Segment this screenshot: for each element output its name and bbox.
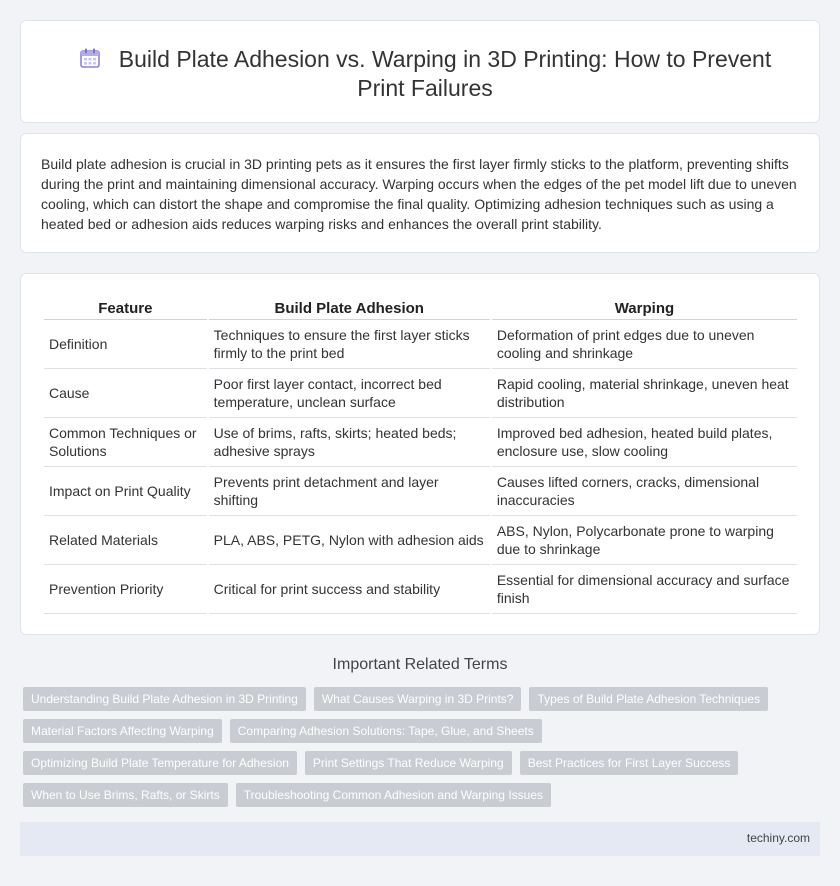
row-adhesion: PLA, ABS, PETG, Nylon with adhesion aids [209,516,490,565]
row-warping: Causes lifted corners, cracks, dimensional inaccuracies [492,467,797,516]
related-terms-heading: Important Related Terms [332,656,508,673]
header-warping: Warping [492,296,797,320]
tag-row [23,687,823,711]
related-terms [23,687,823,815]
page-title-wrap [61,45,789,103]
table-header-row [44,296,797,320]
related-term-tag[interactable]: Print Settings That Reduce Warping [305,751,512,775]
header-build-plate-adhesion: Build Plate Adhesion [209,296,490,320]
related-term-tag[interactable]: Understanding Build Plate Adhesion in 3D Printing [23,687,306,711]
row-warping: ABS, Nylon, Polycarbonate prone to warping due to shrinkage [492,516,797,565]
tag-row [23,719,823,743]
row-adhesion: Use of brims, rafts, skirts; heated beds; adhesive sprays [209,418,490,467]
table-row [44,516,797,565]
comparison-card [20,273,820,635]
row-warping: Rapid cooling, material shrinkage, uneven heat distribution [492,369,797,418]
row-feature: Cause [44,369,207,418]
related-term-tag[interactable]: What Causes Warping in 3D Prints? [314,687,522,711]
row-warping: Deformation of print edges due to uneven cooling and shrinkage [492,320,797,369]
row-feature: Related Materials [44,516,207,565]
related-term-tag[interactable]: Best Practices for First Layer Success [520,751,739,775]
table-row [44,467,797,516]
related-term-tag[interactable]: Troubleshooting Common Adhesion and Warping Issues [236,783,551,807]
tag-row [23,751,823,775]
row-warping: Improved bed adhesion, heated build plates, enclosure use, slow cooling [492,418,797,467]
row-adhesion: Techniques to ensure the first layer sticks firmly to the print bed [209,320,490,369]
row-feature: Prevention Priority [44,565,207,614]
table-row [44,320,797,369]
row-feature: Impact on Print Quality [44,467,207,516]
related-term-tag[interactable]: Comparing Adhesion Solutions: Tape, Glue, and Sheets [230,719,542,743]
calendar-icon [79,47,101,69]
row-adhesion: Prevents print detachment and layer shifting [209,467,490,516]
header-feature: Feature [44,296,207,320]
related-term-tag[interactable]: When to Use Brims, Rafts, or Skirts [23,783,228,807]
table-row [44,418,797,467]
intro-card [20,133,820,253]
row-feature: Definition [44,320,207,369]
row-feature: Common Techniques or Solutions [44,418,207,467]
table-row [44,369,797,418]
row-adhesion: Critical for print success and stability [209,565,490,614]
intro-paragraph: Build plate adhesion is crucial in 3D printing pets as it ensures the first layer firmly sticks to the platform, preventing shifts during the print and maintaining dimensional accuracy. Warping occurs when the edges of the pet model lift due to uneven cooling, which can distort the shape and compromise the final quality. Optimizing adhesion techniques such as using a heated bed or adhesion aids reduces warping risks and enhances the overall print stability. [41,156,797,232]
row-adhesion: Poor first layer contact, incorrect bed temperature, unclean surface [209,369,490,418]
title-card [20,20,820,123]
comparison-table [42,296,799,614]
table-row [44,565,797,614]
footer [20,822,820,856]
page-title: Build Plate Adhesion vs. Warping in 3D Printing: How to Prevent Print Failures [118,46,772,101]
footer-site: techiny.com [746,831,810,845]
related-term-tag[interactable]: Types of Build Plate Adhesion Techniques [529,687,768,711]
row-warping: Essential for dimensional accuracy and surface finish [492,565,797,614]
related-term-tag[interactable]: Optimizing Build Plate Temperature for Adhesion [23,751,297,775]
tag-row [23,783,823,807]
related-term-tag[interactable]: Material Factors Affecting Warping [23,719,222,743]
